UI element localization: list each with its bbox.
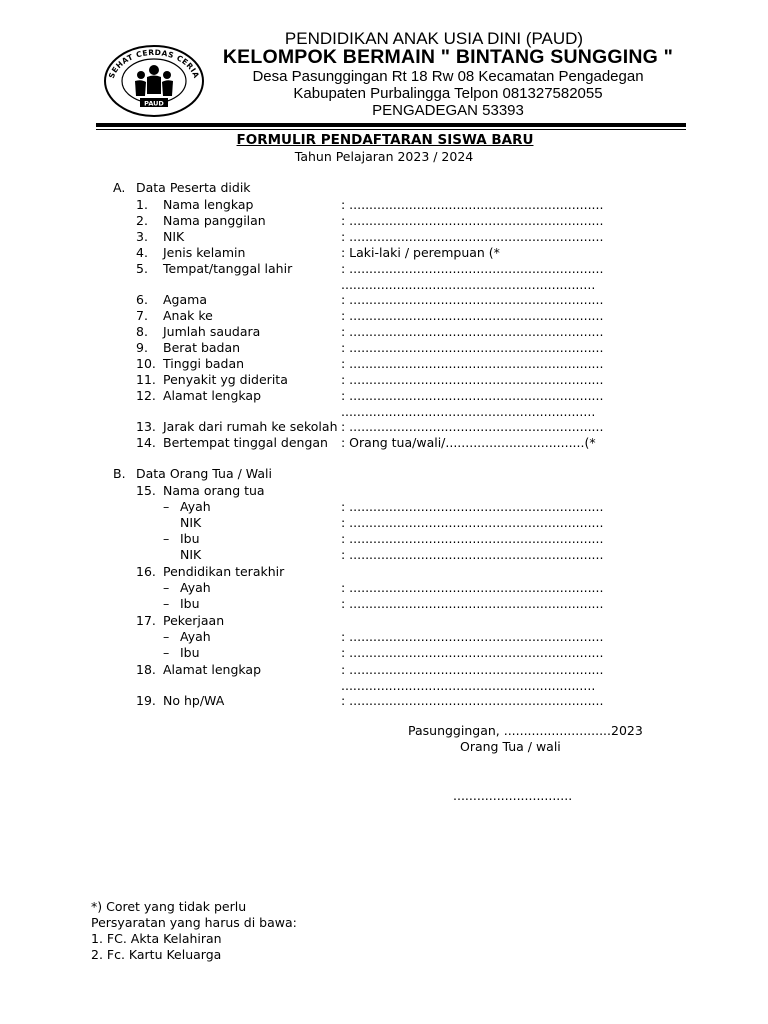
field-label: Pekerjaan [163,613,225,628]
header-postal: PENGADEGAN 53393 [372,102,524,119]
item-number: 4. [136,245,148,260]
item-number: 3. [136,229,148,244]
field-value: : ................................................................ [341,580,604,595]
field-label: Ibu [180,596,200,611]
field-label: Bertempat tinggal dengan [163,435,328,450]
field-label: Jumlah saudara [163,324,261,339]
field-value: : ................................................................ [341,645,604,660]
header-school-name: KELOMPOK BERMAIN " BINTANG SUNGGING " [222,46,674,68]
field-value: : ................................................................ [341,261,604,276]
item-number: 18. [136,662,156,677]
field-value: : ................................................................ [341,356,604,371]
field-label: Alamat lengkap [163,388,262,403]
item-number: 13. [136,419,156,434]
requirement-item: 2. Fc. Kartu Keluarga [91,947,222,962]
form-subtitle: Tahun Pelajaran 2023 / 2024 [294,149,474,164]
requirement-item: 1. FC. Akta Kelahiran [91,931,222,946]
field-value: : ................................................................ [341,308,604,323]
item-number: 9. [136,340,148,355]
dash-bullet: – [163,645,170,660]
signature-line: .............................. [453,788,573,803]
field-value: : ................................................................ [341,197,604,212]
dash-bullet: – [163,596,170,611]
signature-place-date: Pasunggingan, ...........................2023 [408,723,643,738]
field-value: : ................................................................ [341,499,604,514]
header-address: Desa Pasunggingan Rt 18 Rw 08 Kecamatan Pengadegan [252,68,644,85]
section-b-title: Data Orang Tua / Wali [136,466,272,481]
dash-bullet: – [163,629,170,644]
field-label: Nama lengkap [163,197,254,212]
item-number: 16. [136,564,156,579]
item-number: 10. [136,356,156,371]
field-value: : ................................................................ [341,388,604,403]
header-line1: PENDIDIKAN ANAK USIA DINI (PAUD) [284,29,584,48]
field-label: NIK [180,515,202,530]
field-value: ................................................................ [341,404,596,419]
item-number: 17. [136,613,156,628]
signature-role: Orang Tua / wali [460,739,561,754]
field-label: Ibu [180,645,200,660]
field-label: Penyakit yg diderita [163,372,288,387]
field-label: Ibu [180,531,200,546]
item-number: 11. [136,372,156,387]
dash-bullet: – [163,580,170,595]
field-label: NIK [180,547,202,562]
field-label: Tinggi badan [163,356,245,371]
field-value: : ................................................................ [341,292,604,307]
item-number: 19. [136,693,156,708]
header-divider-thick [96,123,686,127]
paud-logo [103,44,205,118]
field-value: : ................................................................ [341,547,604,562]
field-label: No hp/WA [163,693,225,708]
item-number: 2. [136,213,148,228]
field-value: : ................................................................ [341,515,604,530]
item-number: 14. [136,435,156,450]
field-label: Berat badan [163,340,241,355]
header-district-phone: Kabupaten Purbalingga Telpon 081327582055 [293,85,603,102]
section-b-label: B. [113,466,126,481]
item-number: 1. [136,197,148,212]
field-value: : Orang tua/wali/...................................(* [341,435,596,450]
field-value: : ................................................................ [341,531,604,546]
field-value: : ................................................................ [341,229,604,244]
item-number: 5. [136,261,148,276]
field-label: Ayah [180,629,211,644]
item-number: 7. [136,308,148,323]
field-label: Jarak dari rumah ke sekolah [163,419,338,434]
field-label: Agama [163,292,207,307]
field-value: : ................................................................ [341,419,604,434]
field-value: : ................................................................ [341,340,604,355]
field-value: : ................................................................ [341,596,604,611]
note-strike: *) Coret yang tidak perlu [91,899,247,914]
form-title: FORMULIR PENDAFTARAN SISWA BARU [236,132,534,148]
item-number: 12. [136,388,156,403]
field-label: Ayah [180,580,211,595]
dash-bullet: – [163,499,170,514]
field-value: : Laki-laki / perempuan (* [341,245,500,260]
field-value: : ................................................................ [341,372,604,387]
svg-text:SEHAT CERDAS CERIA: SEHAT CERDAS CERIA [106,47,202,80]
field-value: : ................................................................ [341,324,604,339]
field-value: : ................................................................ [341,693,604,708]
field-label: Nama panggilan [163,213,266,228]
field-value: ................................................................ [341,678,596,693]
field-label: Anak ke [163,308,213,323]
field-label: Nama orang tua [163,483,265,498]
field-label: Pendidikan terakhir [163,564,285,579]
field-value: : ................................................................ [341,213,604,228]
field-value: : ................................................................ [341,629,604,644]
field-label: Tempat/tanggal lahir [163,261,293,276]
item-number: 15. [136,483,156,498]
note-requirements-heading: Persyaratan yang harus di bawa: [91,915,297,930]
field-label: Alamat lengkap [163,662,262,677]
logo-paud-label: PAUD [144,99,164,108]
field-value: : ................................................................ [341,662,604,677]
section-a-label: A. [113,180,126,195]
section-a-title: Data Peserta didik [136,180,251,195]
dash-bullet: – [163,531,170,546]
item-number: 6. [136,292,148,307]
field-label: Ayah [180,499,211,514]
field-label: Jenis kelamin [163,245,246,260]
header-divider-thin [96,129,686,130]
field-label: NIK [163,229,185,244]
field-value: ................................................................ [341,277,596,292]
item-number: 8. [136,324,148,339]
